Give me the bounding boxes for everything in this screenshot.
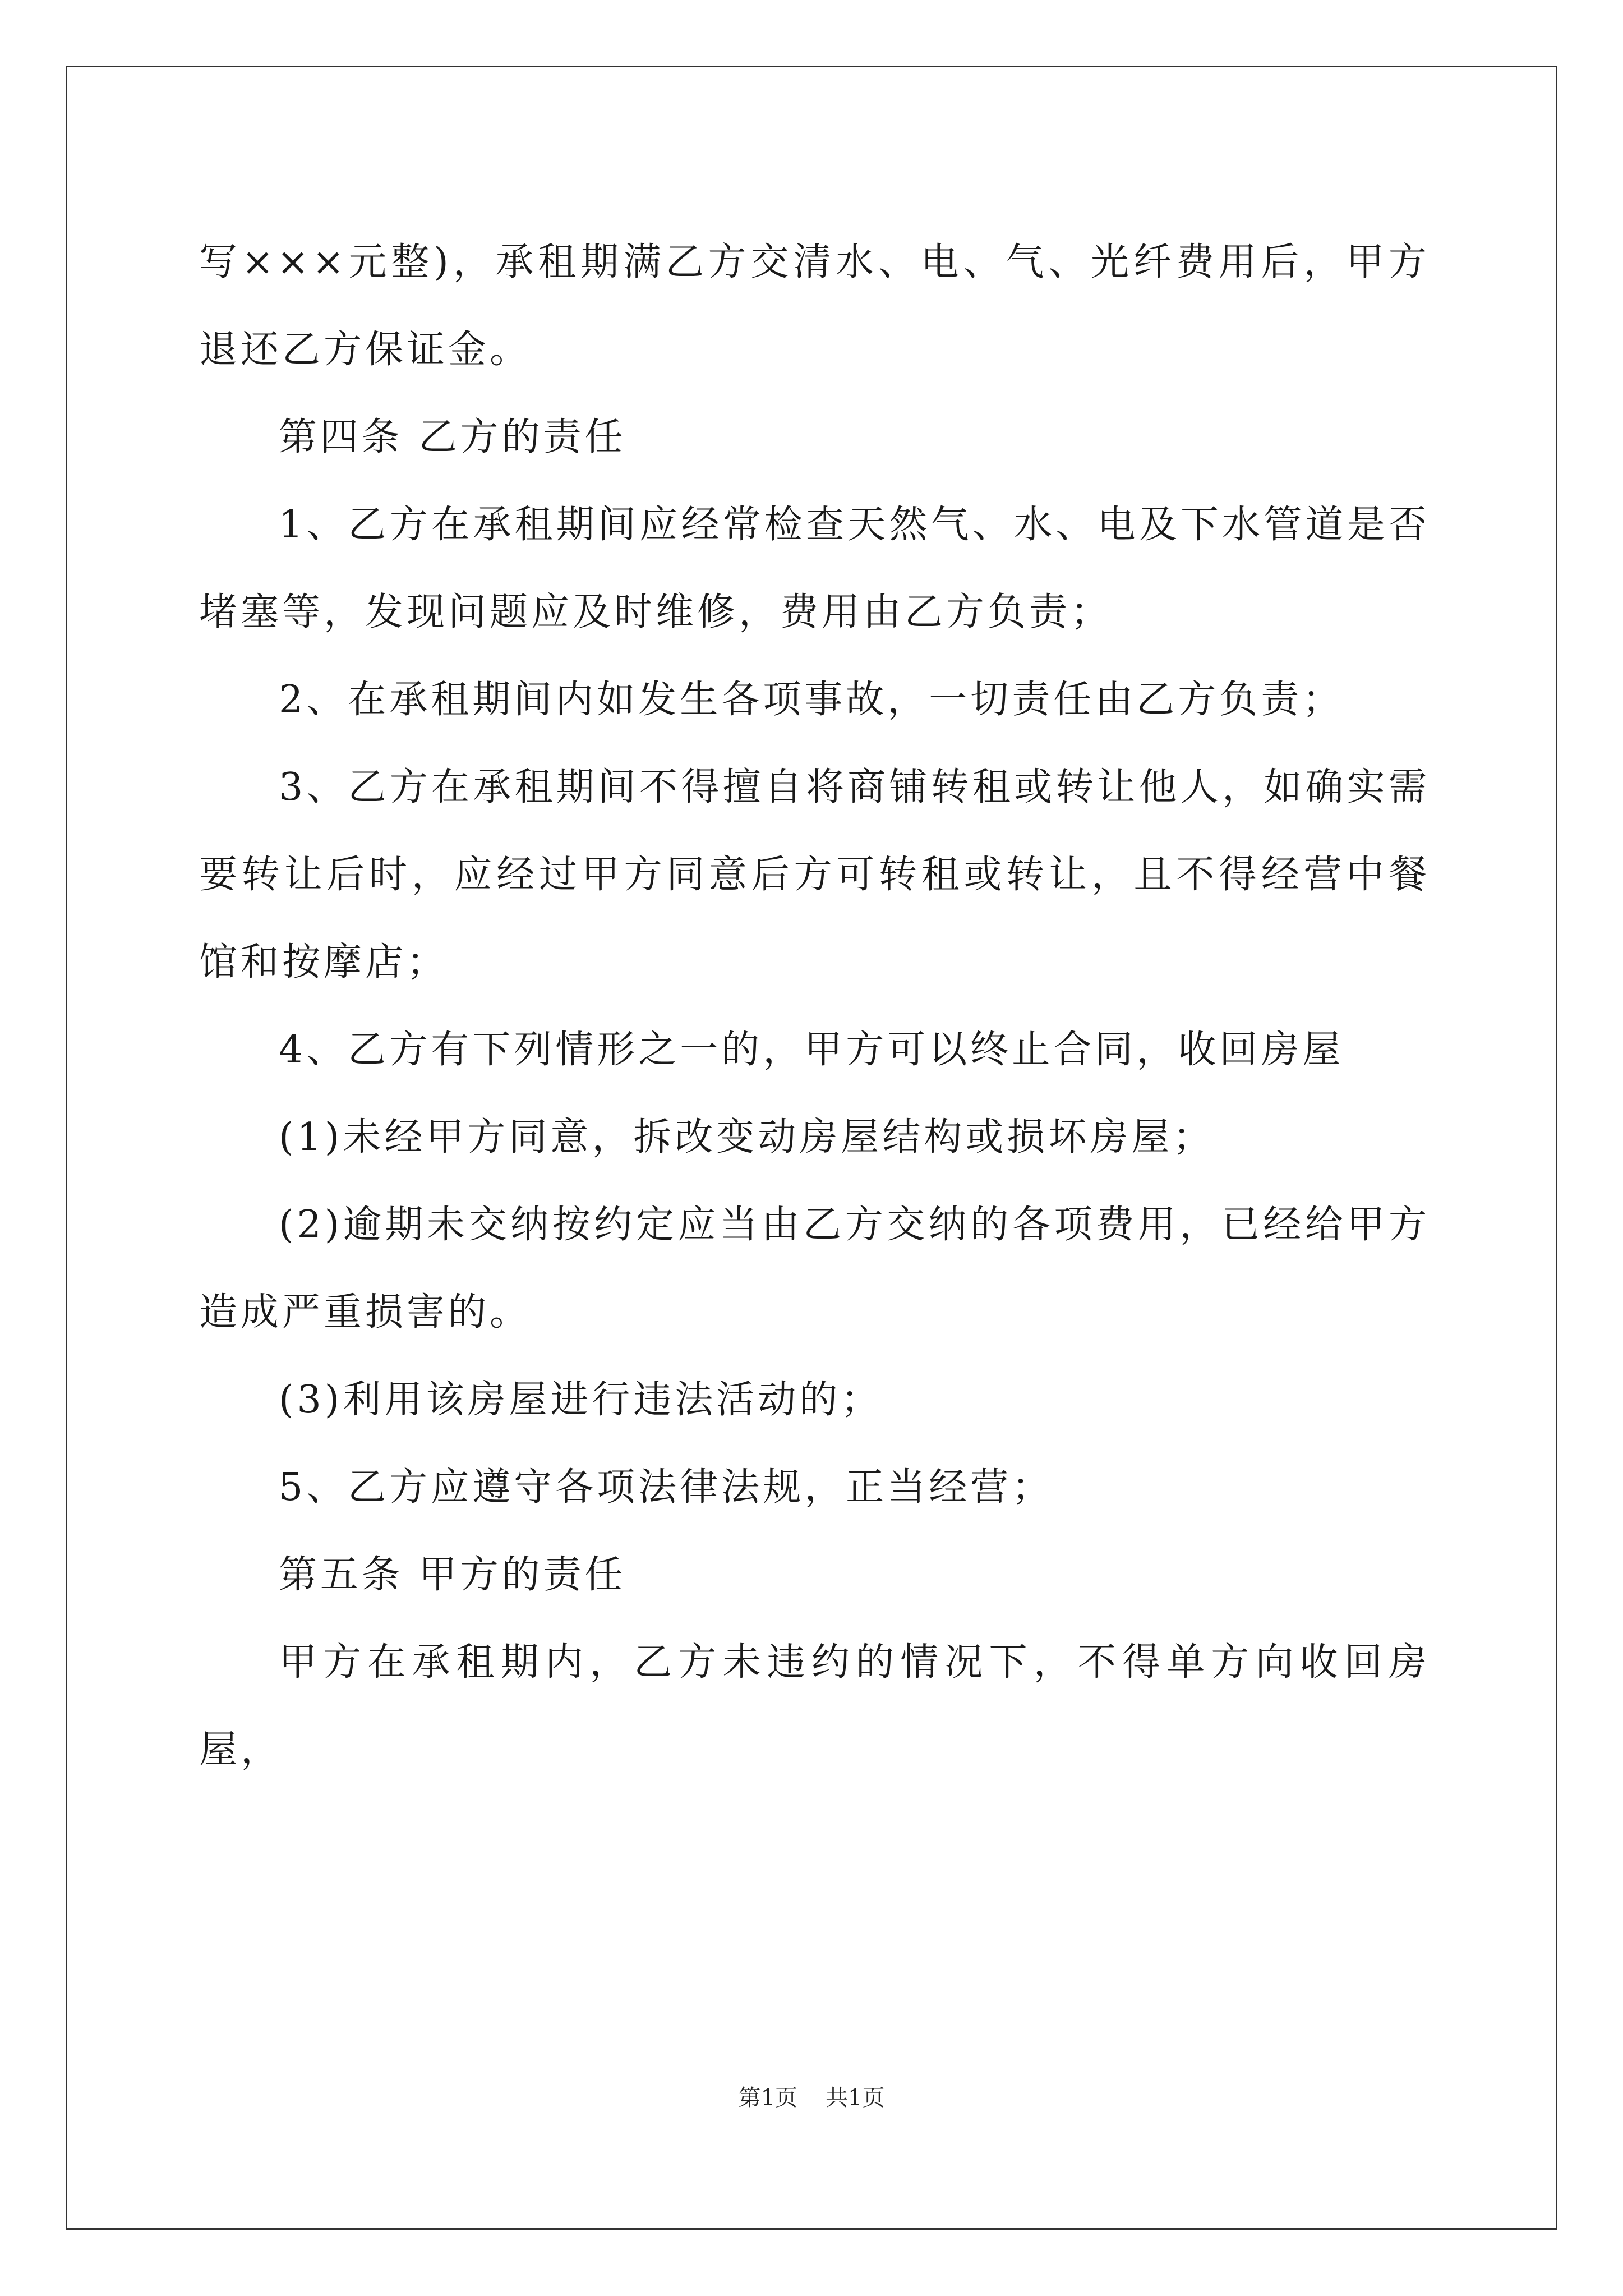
heading-article-4: 第四条 乙方的责任: [279, 415, 626, 459]
heading-article-5: 第五条 甲方的责任: [279, 1553, 626, 1597]
page-total: 共1页: [826, 2085, 885, 2111]
paragraph-subclause-3: (3)利用该房屋进行违法活动的；: [279, 1378, 883, 1422]
paragraph-deposit-return: 写×××元整)，承租期满乙方交清水、电、气、光纤费用后，甲方退还乙方保证金。: [199, 240, 1430, 372]
document-body: [199, 219, 1430, 1794]
paragraph-subclause-2: (2)逾期未交纳按约定应当由乙方交纳的各项费用，已经给甲方造成严重损害的。: [199, 1203, 1430, 1335]
page-footer: [0, 2084, 1623, 2112]
paragraph-clause-3: 3、乙方在承租期间不得擅自将商铺转租或转让他人，如确实需要转让后时，应经过甲方同意后方可转租或转让，且不得经营中餐馆和按摩店；: [199, 765, 1430, 984]
paragraph-clause-2: 2、在承租期间内如发生各项事故，一切责任由乙方负责；: [279, 678, 1344, 722]
paragraph-clause-1: 1、乙方在承租期间应经常检查天然气、水、电及下水管道是否堵塞等，发现问题应及时维修，费用由乙方负责；: [199, 503, 1430, 634]
paragraph-lessor-duty: 甲方在承租期内，乙方未违约的情况下，不得单方向收回房屋，: [199, 1640, 1430, 1772]
page-number: 第1页: [738, 2085, 797, 2111]
paragraph-clause-4: 4、乙方有下列情形之一的，甲方可以终止合同，收回房屋: [279, 1028, 1344, 1072]
paragraph-subclause-1: (1)未经甲方同意，拆改变动房屋结构或损坏房屋；: [279, 1115, 1215, 1159]
paragraph-clause-5: 5、乙方应遵守各项法律法规，正当经营；: [279, 1465, 1054, 1510]
